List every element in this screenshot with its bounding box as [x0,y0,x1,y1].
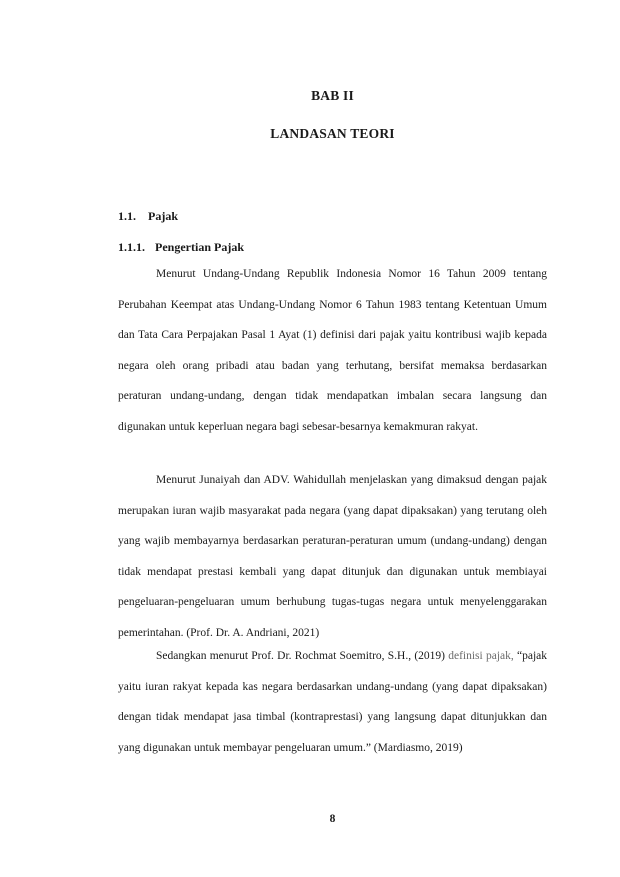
subsection-heading [118,240,244,255]
paragraph-tax-law-definition: Menurut Undang-Undang Republik Indonesia Nomor 16 Tahun 2009 tentang Perubahan Keempat atas Undang-Undang Nomor 6 Tahun 1983 tentang Ketentuan Umum dan Tata Cara Perpajakan Pasal 1 Ayat (1) definisi dari pajak yaitu kontribusi wajib kepada negara oleh orang pribadi atau badan yang terhutang, bersifat memaksa berdasarkan peraturan undang-undang, dengan tidak mendapatkan imbalan secara langsung dan digunakan untuk keperluan negara bagi sebesar-besarnya kemakmuran rakyat. [118,268,547,433]
page-number: 8 [329,813,336,825]
section-heading [118,209,178,224]
chapter-title: LANDASAN TEORI [270,126,395,141]
section-title: Pajak [148,209,178,223]
subsection-number: 1.1.1. [118,240,145,254]
paragraph-junaiyah-definition: Menurut Junaiyah dan ADV. Wahidullah menjelaskan yang dimaksud dengan pajak merupakan iuran wajib masyarakat pada negara (yang dapat dipaksakan) yang terutang oleh yang wajib membayarnya berdasarkan peraturan-peraturan umum (undang-undang) dengan tidak mendapat prestasi kembali yang dapat ditunjuk dan digunakan untuk membiayai pengeluaran-pengeluaran umum berhubung tugas-tugas negara untuk menyelenggarakan pemerintahan. (Prof. Dr. A. Andriani, 2021) [118,474,547,639]
subsection-title: Pengertian Pajak [155,240,244,254]
definisi-pajak-link[interactable]: definisi pajak, [448,650,514,662]
paragraph-soemitro-quote: “pajak yaitu iuran rakyat kepada kas negara berdasarkan undang-undang (yang dapat dipaksakan) dengan tidak mendapat jasa timbal (kontraprestasi) yang langsung dapat ditunjukkan dan yang digunakan untuk membayar pengeluaran umum.” (Mardiasmo, 2019) [118,650,547,754]
chapter-number: BAB II [311,88,354,103]
paragraph-soemitro-intro: Sedangkan menurut Prof. Dr. Rochmat Soemitro, S.H., (2019) [156,650,449,662]
paragraph-soemitro-definition [118,641,547,763]
section-number: 1.1. [118,209,136,223]
